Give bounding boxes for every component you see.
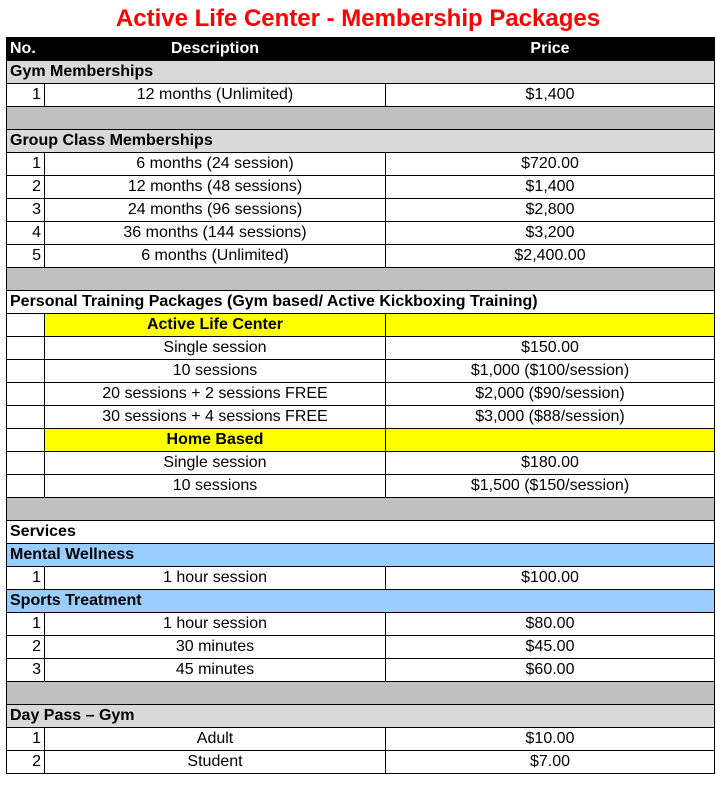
table-row xyxy=(7,728,715,751)
empty-cell xyxy=(7,429,45,452)
section-personal-training xyxy=(7,291,715,314)
spacer-cell xyxy=(7,107,715,130)
row-description: 30 sessions + 4 sessions FREE xyxy=(45,406,386,429)
section-mental-wellness xyxy=(7,544,715,567)
row-price: $2,000 ($90/session) xyxy=(386,383,715,406)
row-number: 1 xyxy=(7,728,45,751)
row-description: 45 minutes xyxy=(45,659,386,682)
spacer-row xyxy=(7,682,715,705)
spacer-row xyxy=(7,498,715,521)
header-description: Description xyxy=(45,38,386,61)
empty-cell xyxy=(7,383,45,406)
row-number: 3 xyxy=(7,199,45,222)
section-title: Services xyxy=(7,521,715,544)
table-row xyxy=(7,751,715,774)
row-price: $3,200 xyxy=(386,222,715,245)
row-description: Single session xyxy=(45,337,386,360)
table-row xyxy=(7,567,715,590)
row-price: $150.00 xyxy=(386,337,715,360)
row-number: 1 xyxy=(7,153,45,176)
row-price: $180.00 xyxy=(386,452,715,475)
section-sports-treatment xyxy=(7,590,715,613)
row-number: 2 xyxy=(7,176,45,199)
empty-cell xyxy=(7,452,45,475)
table-row xyxy=(7,475,715,498)
row-description: 36 months (144 sessions) xyxy=(45,222,386,245)
empty-cell xyxy=(7,406,45,429)
section-title: Personal Training Packages (Gym based/ Active Kickboxing Training) xyxy=(7,291,715,314)
row-description: 20 sessions + 2 sessions FREE xyxy=(45,383,386,406)
row-description: Adult xyxy=(45,728,386,751)
table-row xyxy=(7,84,715,107)
subsection-active-life-center xyxy=(7,314,715,337)
row-price: $1,500 ($150/session) xyxy=(386,475,715,498)
empty-cell xyxy=(7,337,45,360)
page-title: Active Life Center - Membership Packages xyxy=(115,5,601,32)
row-description: 10 sessions xyxy=(45,360,386,383)
subsection-empty xyxy=(386,314,715,337)
row-price: $1,000 ($100/session) xyxy=(386,360,715,383)
row-number: 4 xyxy=(7,222,45,245)
spacer-row xyxy=(7,107,715,130)
row-number: 2 xyxy=(7,751,45,774)
membership-table xyxy=(6,37,715,774)
table-row xyxy=(7,337,715,360)
row-number: 5 xyxy=(7,245,45,268)
row-description: 12 months (48 sessions) xyxy=(45,176,386,199)
row-description: 30 minutes xyxy=(45,636,386,659)
subsection-label: Active Life Center xyxy=(45,314,386,337)
row-description: 24 months (96 sessions) xyxy=(45,199,386,222)
row-description: 1 hour session xyxy=(45,567,386,590)
table-row xyxy=(7,360,715,383)
table-row xyxy=(7,613,715,636)
row-price: $3,000 ($88/session) xyxy=(386,406,715,429)
row-price: $100.00 xyxy=(386,567,715,590)
table-row xyxy=(7,383,715,406)
spacer-cell xyxy=(7,682,715,705)
section-services xyxy=(7,521,715,544)
table-row xyxy=(7,153,715,176)
row-price: $7.00 xyxy=(386,751,715,774)
header-price: Price xyxy=(386,38,715,61)
table-row xyxy=(7,406,715,429)
row-price: $1,400 xyxy=(386,84,715,107)
row-number: 2 xyxy=(7,636,45,659)
section-title: Group Class Memberships xyxy=(7,130,715,153)
section-title: Mental Wellness xyxy=(7,544,715,567)
row-price: $720.00 xyxy=(386,153,715,176)
header-no: No. xyxy=(7,38,45,61)
row-price: $60.00 xyxy=(386,659,715,682)
empty-cell xyxy=(7,314,45,337)
section-title: Sports Treatment xyxy=(7,590,715,613)
row-number: 1 xyxy=(7,613,45,636)
table-row xyxy=(7,176,715,199)
table-row xyxy=(7,245,715,268)
table-row xyxy=(7,452,715,475)
empty-cell xyxy=(7,475,45,498)
row-description: 6 months (Unlimited) xyxy=(45,245,386,268)
row-description: 12 months (Unlimited) xyxy=(45,84,386,107)
table-row xyxy=(7,222,715,245)
row-description: 10 sessions xyxy=(45,475,386,498)
spacer-cell xyxy=(7,498,715,521)
row-price: $10.00 xyxy=(386,728,715,751)
table-row xyxy=(7,199,715,222)
table-row xyxy=(7,659,715,682)
table-row xyxy=(7,636,715,659)
row-number: 3 xyxy=(7,659,45,682)
empty-cell xyxy=(7,360,45,383)
row-description: Student xyxy=(45,751,386,774)
row-price: $1,400 xyxy=(386,176,715,199)
row-number: 1 xyxy=(7,567,45,590)
row-number: 1 xyxy=(7,84,45,107)
header-row xyxy=(7,38,715,61)
subsection-home-based xyxy=(7,429,715,452)
subsection-label: Home Based xyxy=(45,429,386,452)
row-price: $2,800 xyxy=(386,199,715,222)
section-title: Gym Memberships xyxy=(7,61,715,84)
row-price: $45.00 xyxy=(386,636,715,659)
section-title: Day Pass – Gym xyxy=(7,705,715,728)
section-group-class xyxy=(7,130,715,153)
row-description: 6 months (24 session) xyxy=(45,153,386,176)
spacer-cell xyxy=(7,268,715,291)
subsection-empty xyxy=(386,429,715,452)
row-price: $80.00 xyxy=(386,613,715,636)
row-description: 1 hour session xyxy=(45,613,386,636)
row-price: $2,400.00 xyxy=(386,245,715,268)
spacer-row xyxy=(7,268,715,291)
section-day-pass xyxy=(7,705,715,728)
section-gym-memberships xyxy=(7,61,715,84)
row-description: Single session xyxy=(45,452,386,475)
